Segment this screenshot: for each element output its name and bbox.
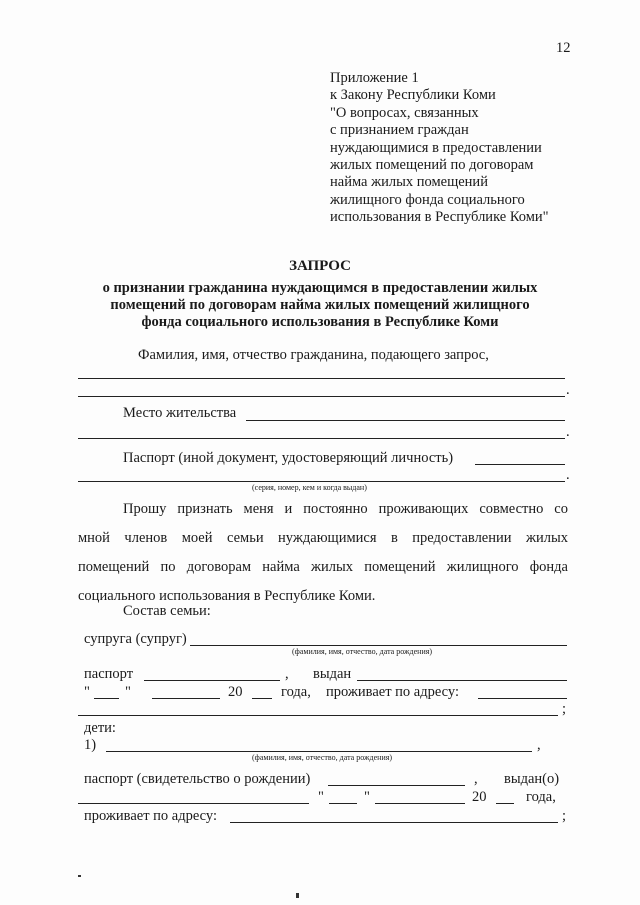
family-label: Состав семьи: xyxy=(123,603,211,619)
quote-close: " xyxy=(125,684,131,700)
child-doc-label: паспорт (свидетельство о рождении) xyxy=(84,771,311,787)
passport-line-2[interactable] xyxy=(78,481,565,482)
residence-period: . xyxy=(566,424,570,440)
page-number: 12 xyxy=(556,40,571,56)
spouse-hint: (фамилия, имя, отчество, дата рождения) xyxy=(292,647,433,656)
child-year-line[interactable] xyxy=(496,803,514,804)
appendix-line: к Закону Республики Коми xyxy=(330,87,496,104)
subtitle-line: фонда социального использования в Республике Коми xyxy=(141,314,499,330)
request-line: мной членов моей семьи нуждающимися в предоставлении жилых xyxy=(78,530,568,546)
spouse-passport-label: паспорт xyxy=(84,666,134,682)
subtitle-line: о признании гражданина нуждающимся в предоставлении жилых xyxy=(102,280,538,296)
appendix-line: нуждающимися в предоставлении xyxy=(330,139,542,156)
appendix-line: жилых помещений по договорам xyxy=(330,157,534,174)
child-month-line[interactable] xyxy=(375,803,465,804)
spouse-issued-line[interactable] xyxy=(357,680,567,681)
child-name-line[interactable] xyxy=(106,751,532,752)
document-title: ЗАПРОС xyxy=(289,258,351,274)
spouse-address-line-1[interactable] xyxy=(478,698,567,699)
spouse-passport-comma: , xyxy=(285,666,289,682)
child-number: 1) xyxy=(84,737,97,753)
year-suffix: года, xyxy=(281,684,311,700)
fio-period: . xyxy=(566,382,570,398)
child-lives-at-label: проживает по адресу: xyxy=(84,808,217,824)
child-doc-line[interactable] xyxy=(328,785,465,786)
appendix-line: использования в Республике Коми" xyxy=(330,209,549,226)
child-quote-close: " xyxy=(364,789,370,805)
spouse-issued-label: выдан xyxy=(313,666,352,682)
child-issued-line[interactable] xyxy=(78,803,309,804)
passport-label: Паспорт (иной документ, удостоверяющий личность) xyxy=(123,450,454,466)
child-issued-label: выдан(о) xyxy=(504,771,560,787)
appendix-line: с признанием граждан xyxy=(330,122,469,139)
fio-line-1[interactable] xyxy=(78,378,565,379)
spouse-day-line[interactable] xyxy=(94,698,119,699)
appendix-line: найма жилых помещений xyxy=(330,174,488,191)
passport-line-1[interactable] xyxy=(475,464,565,465)
request-line: Прошу признать меня и постоянно проживающих совместно со xyxy=(123,501,568,517)
year-prefix: 20 xyxy=(228,684,243,700)
spouse-line[interactable] xyxy=(190,645,567,646)
child-address-line[interactable] xyxy=(230,822,558,823)
child-name-comma: , xyxy=(537,737,541,753)
spouse-month-line[interactable] xyxy=(152,698,220,699)
request-line: социального использования в Республике Коми. xyxy=(78,588,376,604)
appendix-line: Приложение 1 xyxy=(330,70,419,86)
residence-line-1[interactable] xyxy=(246,420,565,421)
fio-line-2[interactable] xyxy=(78,396,565,397)
fio-label: Фамилия, имя, отчество гражданина, подающего запрос, xyxy=(138,347,489,363)
child-address-semicolon: ; xyxy=(562,808,567,824)
child-doc-comma: , xyxy=(474,771,478,787)
request-paragraph xyxy=(78,495,568,611)
passport-hint: (серия, номер, кем и когда выдан) xyxy=(252,483,367,492)
spouse-passport-line[interactable] xyxy=(144,680,280,681)
appendix-block xyxy=(330,70,549,227)
spouse-address-line-2[interactable] xyxy=(78,715,558,716)
spouse-year-line[interactable] xyxy=(252,698,272,699)
spouse-label: супруга (супруг) xyxy=(84,631,187,647)
appendix-line: "О вопросах, связанных xyxy=(330,104,479,121)
residence-label: Место жительства xyxy=(123,405,237,421)
residence-line-2[interactable] xyxy=(78,438,565,439)
child-quote-open: " xyxy=(318,789,324,805)
child-hint: (фамилия, имя, отчество, дата рождения) xyxy=(252,753,393,762)
appendix-line: жилищного фонда социального xyxy=(330,191,525,208)
lives-at-label: проживает по адресу: xyxy=(326,684,459,700)
child-year-prefix: 20 xyxy=(472,789,487,805)
passport-period: . xyxy=(566,467,570,483)
quote-open: " xyxy=(84,684,90,700)
scan-speck-icon xyxy=(296,893,299,898)
scan-speck-icon xyxy=(78,875,81,877)
child-day-line[interactable] xyxy=(329,803,357,804)
request-line: помещений по договорам найма жилых помещений жилищного фонда xyxy=(78,559,568,575)
spouse-address-semicolon: ; xyxy=(562,701,567,717)
subtitle-line: помещений по договорам найма жилых помещений жилищного xyxy=(110,297,530,313)
children-label: дети: xyxy=(84,720,116,736)
child-year-suffix: года, xyxy=(526,789,556,805)
